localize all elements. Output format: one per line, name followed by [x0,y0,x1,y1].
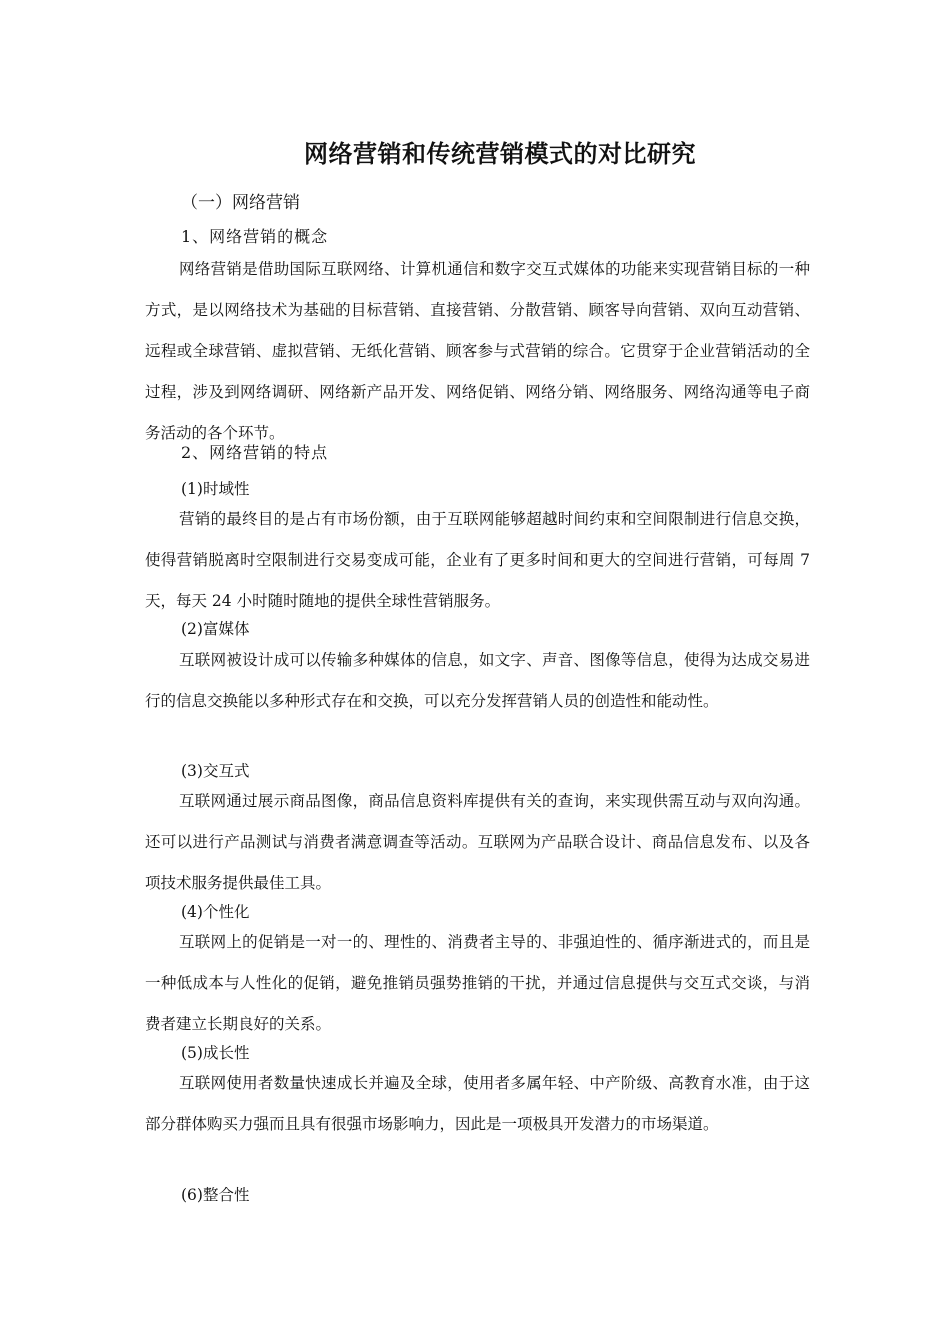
item-paragraph-5: 互联网使用者数量快速成长并遍及全球，使用者多属年轻、中产阶级、高教育水准，由于这部分群体购买力强而且具有很强市场影响力，因此是一项极具开发潜力的市场渠道。 [145,1074,810,1133]
item-paragraph-1: 营销的最终目的是占有市场份额，由于互联网能够超越时间约束和空间限制进行信息交换，使得营销脱离时空限制进行交易变成可能，企业有了更多时间和更大的空间进行营销，可每周 7 天，每天 24 小时随时随地的提供全球性营销服务。 [145,510,810,610]
paragraph-concept: 网络营销是借助国际互联网络、计算机通信和数字交互式媒体的功能来实现营销目标的一种方式，是以网络技术为基础的目标营销、直接营销、分散营销、顾客导向营销、双向互动营销、远程或全球营销、虚拟营销、无纸化营销、顾客参与式营销的综合。它贯穿于企业营销活动的全过程，涉及到网络调研、网络新产品开发、网络促销、网络分销、网络服务、网络沟通等电子商务活动的各个环节。 [145,260,810,442]
item-heading-3: (3)交互式 [181,762,250,780]
sub-heading-features: 2、网络营销的特点 [181,443,329,462]
item-heading-6: (6)整合性 [181,1186,250,1204]
item-heading-4: (4)个性化 [181,903,250,921]
item-heading-2: (2)富媒体 [181,620,250,638]
item-paragraph-3: 互联网通过展示商品图像，商品信息资料库提供有关的查询，来实现供需互动与双向沟通。还可以进行产品测试与消费者满意调查等活动。互联网为产品联合设计、商品信息发布、以及各项技术服务提供最佳工具。 [145,792,810,892]
sub-heading-concept: 1、网络营销的概念 [181,227,329,246]
item-paragraph-2: 互联网被设计成可以传输多种媒体的信息，如文字、声音、图像等信息，使得为达成交易进行的信息交换能以多种形式存在和交换，可以充分发挥营销人员的创造性和能动性。 [145,651,810,710]
item-heading-1: (1)时域性 [181,480,250,498]
item-heading-5: (5)成长性 [181,1044,250,1062]
document-title: 网络营销和传统营销模式的对比研究 [304,140,696,168]
item-paragraph-4: 互联网上的促销是一对一的、理性的、消费者主导的、非强迫性的、循序渐进式的，而且是一种低成本与人性化的促销，避免推销员强势推销的干扰，并通过信息提供与交互式交谈，与消费者建立长期良好的关系。 [145,933,810,1033]
section-heading: （一）网络营销 [181,193,300,213]
